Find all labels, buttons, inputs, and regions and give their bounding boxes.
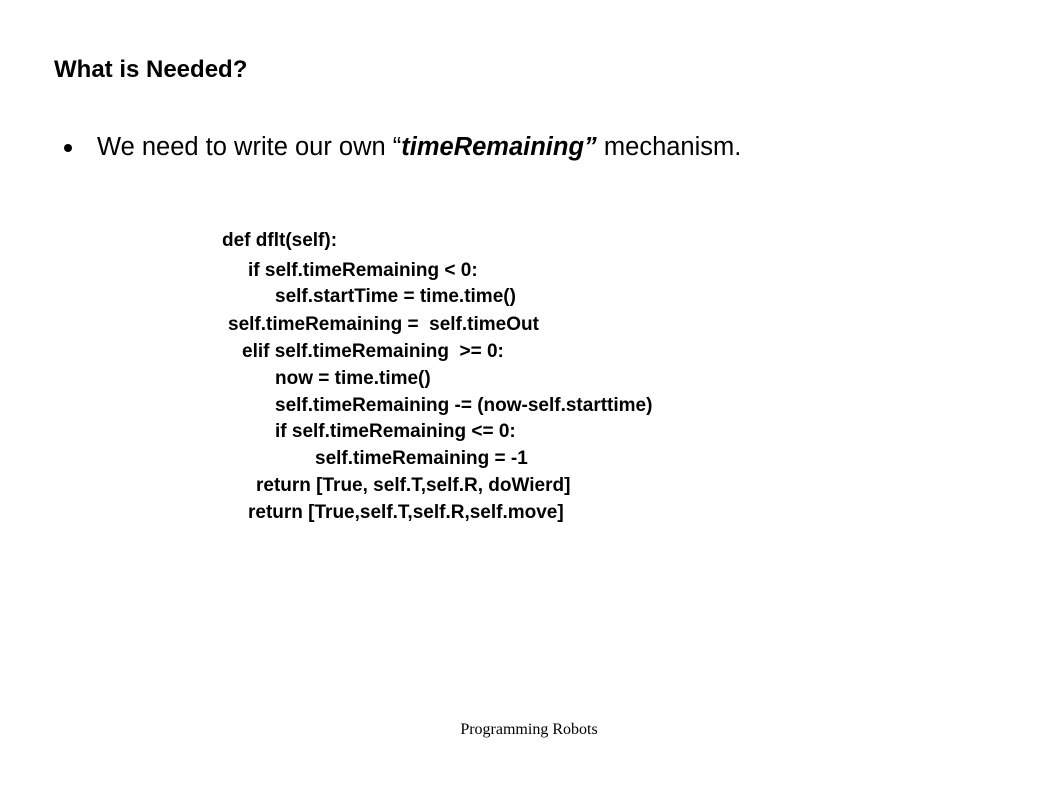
code-line: if self.timeRemaining <= 0: bbox=[275, 421, 516, 442]
footer-text: Programming Robots bbox=[460, 721, 598, 738]
code-line: elif self.timeRemaining >= 0: bbox=[242, 341, 504, 362]
slide-title: What is Needed? bbox=[54, 56, 248, 83]
code-line: return [True, self.T,self.R, doWierd] bbox=[256, 475, 571, 496]
bullet-item bbox=[64, 133, 741, 162]
code-line: self.timeRemaining = -1 bbox=[315, 448, 528, 469]
code-line: self.timeRemaining = self.timeOut bbox=[228, 314, 539, 335]
bullet-text bbox=[97, 133, 741, 162]
code-line: def dflt(self): bbox=[222, 230, 338, 251]
code-line: return [True,self.T,self.R,self.move] bbox=[248, 502, 564, 523]
code-line: self.startTime = time.time() bbox=[275, 286, 516, 307]
code-line: now = time.time() bbox=[275, 368, 431, 389]
code-line: self.timeRemaining -= (now-self.starttime) bbox=[275, 395, 653, 416]
bullet-text-suffix: mechanism. bbox=[596, 133, 742, 161]
bullet-dot-icon bbox=[64, 144, 72, 152]
code-line: if self.timeRemaining < 0: bbox=[248, 260, 478, 281]
bullet-text-prefix: We need to write our own “ bbox=[97, 133, 402, 161]
bullet-text-emphasis: timeRemaining” bbox=[401, 133, 597, 161]
